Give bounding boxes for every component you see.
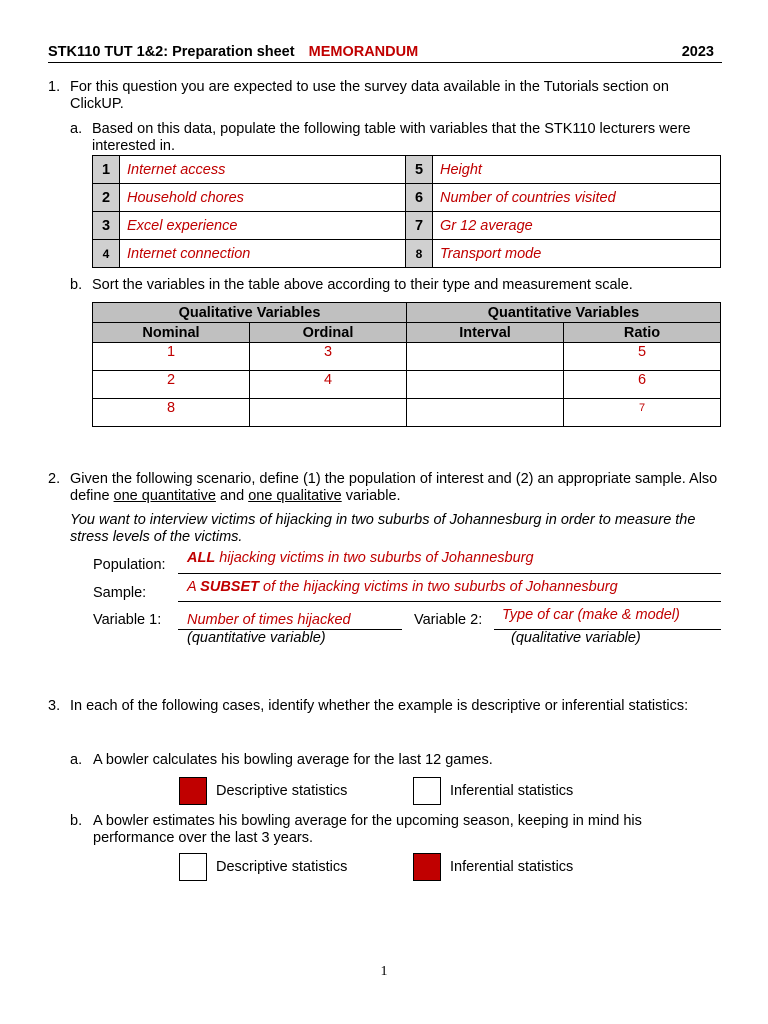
variable2-value: Type of car (make & model) xyxy=(502,607,680,623)
q3a-descriptive-label: Descriptive statistics xyxy=(216,783,348,799)
q1-text: For this question you are expected to use the survey data available in the Tutorials section on ClickUP. xyxy=(70,79,669,112)
q2-number: 2. xyxy=(48,471,61,487)
q3b-descriptive-label: Descriptive statistics xyxy=(216,859,348,875)
q3b-inferential-label: Inferential statistics xyxy=(450,859,574,875)
variable1-label: Variable 1: xyxy=(93,612,162,628)
var-num: 5 xyxy=(406,156,433,184)
table-row xyxy=(93,343,721,371)
q3a-text: A bowler calculates his bowling average for the last 12 games. xyxy=(93,752,493,768)
table-row xyxy=(93,240,721,268)
var-name: Transport mode xyxy=(433,240,721,268)
table-cell xyxy=(250,399,407,427)
q3a-label: a. xyxy=(70,752,83,768)
q1-number: 1. xyxy=(48,79,61,95)
header-title: STK110 TUT 1&2: Preparation sheet xyxy=(48,44,295,60)
q3b-text: A bowler estimates his bowling average for the upcoming season, keeping in mind his performance over the last 3 years. xyxy=(93,813,642,846)
q3b-inferential-checkbox[interactable] xyxy=(413,853,441,881)
table-cell: 3 xyxy=(250,343,407,371)
variables-table xyxy=(92,155,721,268)
var-num: 8 xyxy=(406,240,433,268)
column-header: Ratio xyxy=(564,323,721,343)
var-num: 6 xyxy=(406,184,433,212)
var-num: 4 xyxy=(93,240,120,268)
population-label: Population: xyxy=(93,557,166,573)
table-row xyxy=(93,156,721,184)
variable1-note: (quantitative variable) xyxy=(187,630,326,646)
table-cell xyxy=(407,343,564,371)
table-cell: 6 xyxy=(564,371,721,399)
q1a-label: a. xyxy=(70,121,83,137)
q1b-text: Sort the variables in the table above according to their type and measurement scale. xyxy=(92,277,633,293)
var-num: 3 xyxy=(93,212,120,240)
group-header: Qualitative Variables xyxy=(93,303,407,323)
sample-value: A SUBSET of the hijacking victims in two suburbs of Johannesburg xyxy=(187,579,618,595)
var-name: Height xyxy=(433,156,721,184)
q3a-inferential-checkbox[interactable] xyxy=(413,777,441,805)
var-name: Internet connection xyxy=(120,240,406,268)
memorandum-label: MEMORANDUM xyxy=(308,44,419,60)
table-cell xyxy=(407,371,564,399)
variable2-note: (qualitative variable) xyxy=(511,630,641,646)
table-cell: 7 xyxy=(564,399,721,427)
sort-table xyxy=(92,302,721,427)
page-header xyxy=(48,44,722,63)
table-row xyxy=(93,212,721,240)
table-cell: 5 xyxy=(564,343,721,371)
q3a-inferential-label: Inferential statistics xyxy=(450,783,574,799)
var-name: Gr 12 average xyxy=(433,212,721,240)
table-cell xyxy=(407,399,564,427)
column-header: Nominal xyxy=(93,323,250,343)
sample-line xyxy=(178,601,721,602)
q3-text: In each of the following cases, identify whether the example is descriptive or inferential statistics: xyxy=(70,698,689,714)
var-name: Internet access xyxy=(120,156,406,184)
variable1-value: Number of times hijacked xyxy=(187,612,351,628)
population-line xyxy=(178,573,721,574)
var-num: 7 xyxy=(406,212,433,240)
group-header: Quantitative Variables xyxy=(407,303,721,323)
table-cell: 1 xyxy=(93,343,250,371)
page-number: 1 xyxy=(380,964,388,979)
q1a-text: Based on this data, populate the following table with variables that the STK110 lecturers were interested in. xyxy=(92,121,691,154)
table-cell: 8 xyxy=(93,399,250,427)
var-name: Number of countries visited xyxy=(433,184,721,212)
table-cell: 2 xyxy=(93,371,250,399)
variable2-label: Variable 2: xyxy=(414,612,483,628)
column-header: Ordinal xyxy=(250,323,407,343)
q3a-descriptive-checkbox[interactable] xyxy=(179,777,207,805)
sample-label: Sample: xyxy=(93,585,147,601)
q3b-descriptive-checkbox[interactable] xyxy=(179,853,207,881)
table-row xyxy=(93,371,721,399)
q3b-label: b. xyxy=(70,813,83,829)
var-name: Household chores xyxy=(120,184,406,212)
q2-text: Given the following scenario, define (1) the population of interest and (2) an appropriate sample. Also define one quantitative and one qualitative variable. xyxy=(70,471,718,504)
var-num: 2 xyxy=(93,184,120,212)
population-value: ALL hijacking victims in two suburbs of Johannesburg xyxy=(187,550,534,566)
var-name: Excel experience xyxy=(120,212,406,240)
q3-number: 3. xyxy=(48,698,61,714)
table-row xyxy=(93,184,721,212)
q2-scenario: You want to interview victims of hijacking in two suburbs of Johannesburg in order to measure the stress levels of the victims. xyxy=(70,512,696,545)
header-year: 2023 xyxy=(681,44,714,60)
table-cell: 4 xyxy=(250,371,407,399)
q1b-label: b. xyxy=(70,277,83,293)
column-header: Interval xyxy=(407,323,564,343)
table-row xyxy=(93,399,721,427)
var-num: 1 xyxy=(93,156,120,184)
